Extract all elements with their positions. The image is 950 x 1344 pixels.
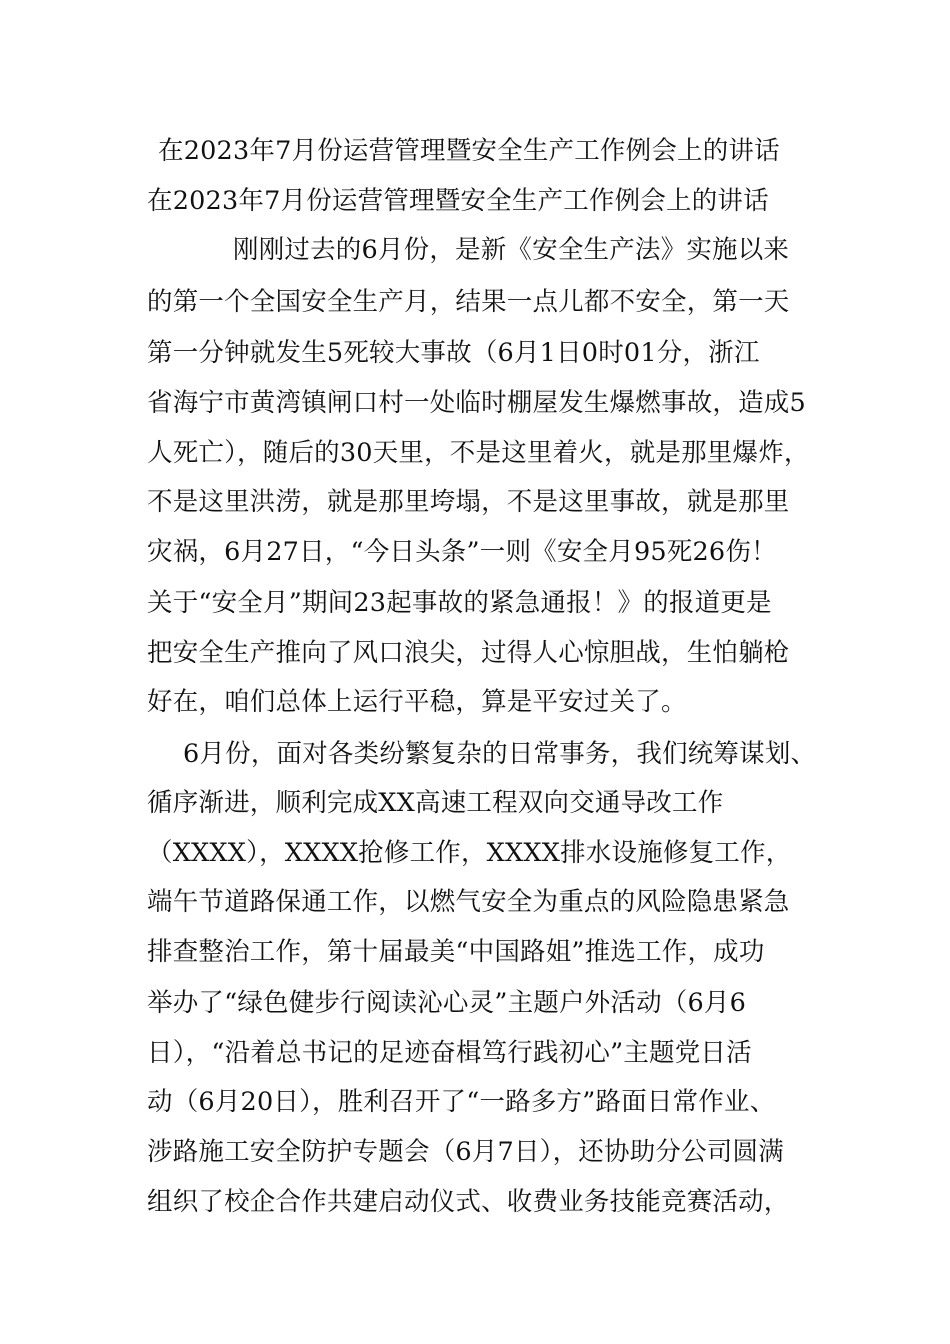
paragraph-line: 动（6月20日），胜利召开了“一路多方”路面日常作业、 — [147, 1087, 776, 1117]
paragraph-line: 不是这里洪涝，就是那里垮塌，不是这里事故，就是那里 — [147, 487, 790, 517]
paragraph-line: 日），“沿着总书记的足迹奋楫笃行践初心”主题党日活 — [147, 1038, 752, 1068]
paragraph-line: 把安全生产推向了风口浪尖，过得人心惊胆战，生怕躺枪 — [147, 638, 790, 668]
paragraph-line: 循序渐进，顺利完成XX高速工程双向交通导改工作 — [147, 788, 724, 818]
document-title: 在2023年7月份运营管理暨安全生产工作例会上的讲话 — [158, 136, 780, 166]
paragraph-line: 刚刚过去的6月份，是新《安全生产法》实施以来 — [233, 235, 790, 265]
paragraph-line: 第一分钟就发生5死较大事故（6月1日0时01分，浙江 — [147, 338, 760, 368]
paragraph-line: 排查整治工作，第十届最美“中国路姐”推选工作，成功 — [147, 937, 765, 967]
paragraph-line: 的第一个全国安全生产月，结果一点儿都不安全，第一天 — [147, 287, 790, 317]
paragraph-line: （XXXX），XXXX抢修工作，XXXX排水设施修复工作， — [147, 838, 792, 868]
paragraph-line: 端午节道路保通工作，以燃气安全为重点的风险隐患紧急 — [147, 887, 790, 917]
paragraph-line: 举办了“绿色健步行阅读沁心灵”主题户外活动（6月6 — [147, 988, 747, 1018]
paragraph-line: 灾祸，6月27日，“今日头条”一则《安全月95死26伤！ — [147, 537, 777, 567]
paragraph-line: 人死亡），随后的30天里，不是这里着火，就是那里爆炸， — [147, 438, 810, 468]
paragraph-line: 省海宁市黄湾镇闸口村一处临时棚屋发生爆燃事故，造成5 — [147, 388, 806, 418]
paragraph-line: 好在，咱们总体上运行平稳，算是平安过关了。 — [147, 687, 687, 717]
document-subtitle: 在2023年7月份运营管理暨安全生产工作例会上的讲话 — [147, 186, 769, 216]
paragraph-line: 组织了校企合作共建启动仪式、收费业务技能竞赛活动， — [147, 1187, 790, 1217]
paragraph-line: 6月份，面对各类纷繁复杂的日常事务，我们统筹谋划、 — [183, 739, 817, 769]
paragraph-line: 涉路施工安全防护专题会（6月7日），还协助分公司圆满 — [147, 1137, 784, 1167]
paragraph-line: 关于“安全月”期间23起事故的紧急通报！》的报道更是 — [147, 588, 772, 618]
